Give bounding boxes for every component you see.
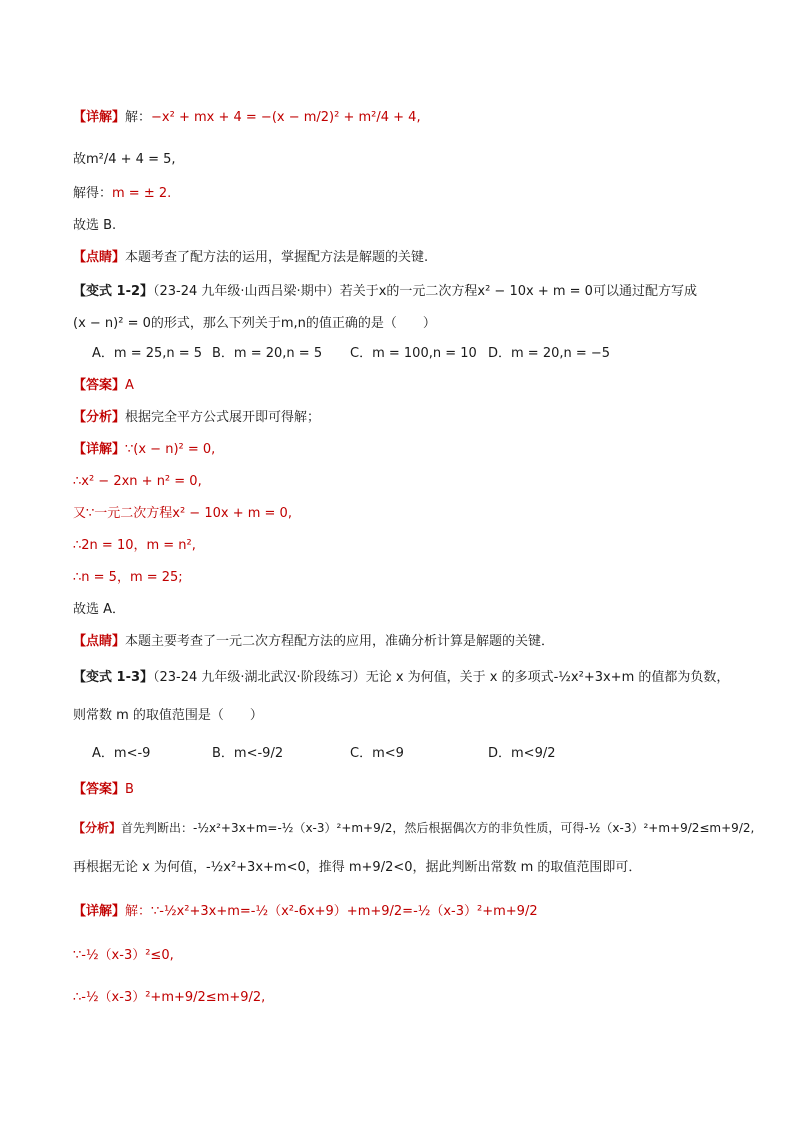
math-expression: m = ± 2. (112, 186, 172, 201)
analysis-line-3 (73, 858, 641, 878)
math-expression: 又∵一元二次方程x² − 10x + m = 0, (73, 506, 292, 521)
analysis-line (73, 408, 320, 428)
math-expression: ∵(x − n)² = 0, (125, 442, 216, 457)
math-expression: ∵-½（x-3）²≤0, (73, 948, 174, 963)
answer-tag: 【答案】 (73, 378, 126, 393)
comment-text: 本题主要考查了一元二次方程配方法的应用，准确分析计算是解题的关键． (125, 634, 555, 649)
option-b: B．m = 20,n = 5 (212, 346, 323, 361)
question-1-2-header (73, 282, 697, 302)
detail-tag: 【详解】 (73, 110, 126, 125)
detail-line-5 (73, 568, 183, 588)
detail-line-7 (73, 902, 538, 922)
solution-label: 解得： (73, 186, 113, 201)
analysis-text: 根据完全平方公式展开即可得解； (125, 410, 321, 425)
detail-line-8 (73, 946, 174, 966)
comment-line (73, 248, 428, 268)
question-text: 若关于x的一元二次方程x² − 10x + m = 0可以通过配方写成 (339, 284, 697, 299)
option-a: A．m<-9 (92, 746, 151, 761)
question-1-3-line-2 (73, 706, 263, 726)
analysis-text: 首先判断出：-½x²+3x+m=-½（x-3）²+m+9/2，然后根据偶次方的非负性质，可得-½（x-3）²+m+9/2≤m+9/2, (121, 821, 755, 835)
detail-line-4 (73, 536, 196, 556)
comment-text: 本题考查了配方法的运用，掌握配方法是解题的关键. (125, 250, 429, 265)
question-source: （23-24 九年级·湖北武汉·阶段练习） (153, 670, 366, 685)
question-source: （23-24 九年级·山西吕梁·期中） (153, 284, 340, 299)
variant-tag: 【变式 1-2】 (73, 284, 154, 299)
detail-tag: 【详解】 (73, 904, 126, 919)
solution-text: 解： (125, 110, 152, 125)
detail-line-6 (73, 600, 125, 620)
solution-line-2 (73, 150, 176, 170)
option-b: B．m<-9/2 (212, 746, 284, 761)
question-text: 无论 x 为何值，关于 x 的多项式-½x²+3x+m 的值都为负数， (365, 670, 730, 685)
comment-line-2 (73, 632, 554, 652)
question-1-3-header (73, 668, 729, 688)
option-d: D．m = 20,n = −5 (488, 346, 611, 361)
answer-value: A (125, 378, 134, 393)
question-1-2-line-2 (73, 314, 436, 334)
option-c: C．m = 100,n = 10 (350, 346, 477, 361)
answer-line (73, 376, 134, 396)
analysis-tag: 【分析】 (73, 821, 122, 835)
solution-line-3 (73, 184, 171, 204)
math-expression: ∴-½（x-3）²+m+9/2≤m+9/2, (73, 990, 266, 1005)
solution-text: 故m²/4 + 4 = 5, (73, 152, 176, 167)
analysis-text: 再根据无论 x 为何值，-½x²+3x+m<0，推得 m+9/2<0，据此判断出常数 m 的取值范围即可． (73, 860, 642, 875)
detail-tag: 【详解】 (73, 442, 126, 457)
answer-line-2 (73, 780, 134, 800)
solution-line-4 (73, 216, 116, 236)
question-text: (x − n)² = 0的形式，那么下列关于m,n的值正确的是（ ） (73, 316, 436, 331)
math-expression: −x² + mx + 4 = −(x − m/2)² + m²/4 + 4, (151, 110, 421, 125)
question-text: 则常数 m 的取值范围是（ ） (73, 708, 263, 723)
math-expression: ∴2n = 10，m = n², (73, 538, 196, 553)
comment-tag: 【点睛】 (73, 634, 126, 649)
math-expression: 解：∵-½x²+3x+m=-½（x²-6x+9）+m+9/2=-½（x-3）²+m+9/2 (125, 904, 538, 919)
detail-line-3 (73, 504, 292, 524)
solution-line-1 (73, 108, 421, 128)
solution-text: 故选 B. (73, 218, 117, 233)
math-expression: ∴n = 5，m = 25; (73, 570, 183, 585)
answer-tag: 【答案】 (73, 782, 126, 797)
analysis-tag: 【分析】 (73, 410, 126, 425)
option-c: C．m<9 (350, 746, 404, 761)
comment-tag: 【点睛】 (73, 250, 126, 265)
solution-text: 故选 A． (73, 602, 126, 617)
math-expression: ∴x² − 2xn + n² = 0, (73, 474, 202, 489)
detail-line-1 (73, 440, 215, 460)
option-a: A．m = 25,n = 5 (92, 346, 203, 361)
variant-tag: 【变式 1-3】 (73, 670, 154, 685)
answer-value: B (125, 782, 134, 797)
detail-line-9 (73, 988, 265, 1008)
option-d: D．m<9/2 (488, 746, 556, 761)
analysis-line-2 (73, 818, 754, 838)
detail-line-2 (73, 472, 202, 492)
